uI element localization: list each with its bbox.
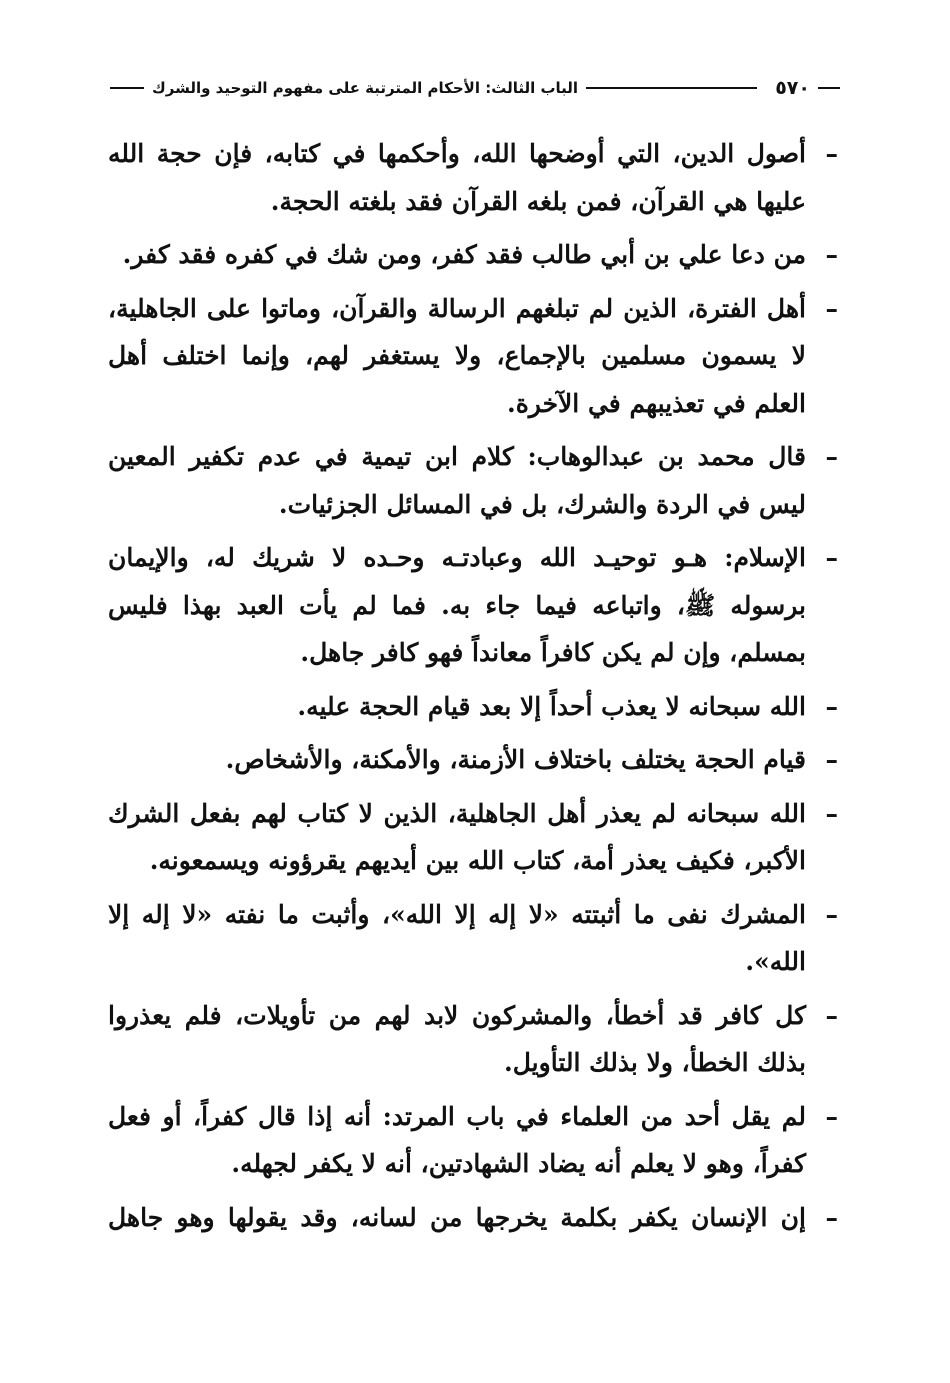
list-item: – من دعا علي بن أبي طالب فقد كفر، ومن شك في كفره فقد كفر. xyxy=(108,231,840,279)
list-item: – إن الإنسان يكفر بكلمة يخرجها من لسانه، وقد يقولها وهو جاهل xyxy=(108,1194,840,1242)
running-header xyxy=(110,70,840,106)
list-item: – قال محمد بن عبدالوهاب: كلام ابن تيمية في عدم تكفير المعين ليس في الردة والشرك، بل في المسائل الجزئيات. xyxy=(108,433,840,528)
list-item: – الله سبحانه لم يعذر أهل الجاهلية، الذين لا كتاب لهم بفعل الشرك الأكبر، فكيف يعذر أمة، كتاب الله بين أيديهم يقرؤونه ويسمعونه. xyxy=(108,790,840,885)
list-item: – أهل الفترة، الذين لم تبلغهم الرسالة والقرآن، وماتوا على الجاهلية، لا يسمون مسلمين بالإجماع، ولا يستغفر لهم، وإنما اختلف أهل العلم في تعذيبهم في الآخرة. xyxy=(108,285,840,428)
list-item: – الله سبحانه لا يعذب أحداً إلا بعد قيام الحجة عليه. xyxy=(108,683,840,731)
header-rule-middle xyxy=(586,87,757,89)
running-title: الباب الثالث: الأحكام المترتبة على مفهوم التوحيد والشرك xyxy=(152,79,579,97)
list-item: – أصول الدين، التي أوضحها الله، وأحكمها في كتابه، فإن حجة الله عليها هي القرآن، فمن بلغه القرآن فقد بلغته الحجة. xyxy=(108,130,840,225)
page-body xyxy=(108,130,840,1247)
page-number: ٥٧٠ xyxy=(775,77,810,99)
list-item: – المشرك نفى ما أثبتته «لا إله إلا الله»، وأثبت ما نفته «لا إله إلا الله». xyxy=(108,891,840,986)
header-rule-right xyxy=(818,87,840,89)
list-item: – الإسلام: هـو توحيـد الله وعبادتـه وحـده لا شريك له، والإيمان برسوله ﷺ، واتباعه فيما جاء به. فما لم يأت العبد بهذا فليس بمسلم، وإن لم يكن كافراً معانداً فهو كافر جاهل. xyxy=(108,534,840,677)
header-rule-left xyxy=(110,87,144,89)
list-item: – قيام الحجة يختلف باختلاف الأزمنة، والأمكنة، والأشخاص. xyxy=(108,736,840,784)
list-item: – لم يقل أحد من العلماء في باب المرتد: أنه إذا قال كفراً، أو فعل كفراً، وهو لا يعلم أنه يضاد الشهادتين، أنه لا يكفر لجهله. xyxy=(108,1093,840,1188)
list-item: – كل كافر قد أخطأ، والمشركون لابد لهم من تأويلات، فلم يعذروا بذلك الخطأ، ولا بذلك التأويل. xyxy=(108,992,840,1087)
